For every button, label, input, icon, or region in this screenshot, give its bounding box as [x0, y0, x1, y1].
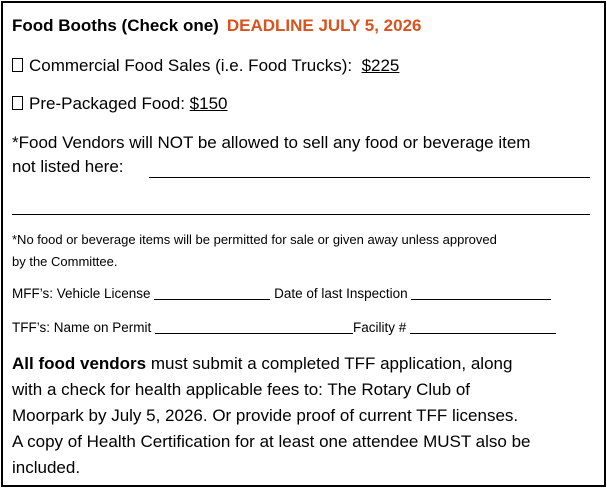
permit-name-field[interactable]: [155, 320, 353, 334]
option-price: $225: [361, 56, 400, 75]
instructions-line-4: A copy of Health Certification for at least one attendee MUST also be: [12, 432, 531, 451]
facility-number-field[interactable]: [410, 320, 556, 334]
heading-title: Food Booths (Check one): [12, 16, 219, 35]
committee-note-line-1: *No food or beverage items will be permitted for sale or given away unless approved: [12, 232, 497, 247]
food-items-field[interactable]: [149, 177, 590, 178]
food-items-field-continued[interactable]: [12, 214, 590, 215]
tff-row: [12, 320, 556, 335]
instructions-line-1: [12, 351, 512, 377]
vehicle-license-label: MFF’s: Vehicle License: [12, 286, 151, 301]
instructions-line-2: with a check for health applicable fees to: The Rotary Club of: [12, 380, 470, 399]
permit-name-label: TFF’s: Name on Permit: [12, 320, 152, 335]
option-prepackaged-food[interactable]: [12, 94, 227, 114]
vendor-warning-line-1: *Food Vendors will NOT be allowed to sell any food or beverage item: [12, 133, 531, 152]
inspection-date-label: Date of last Inspection: [274, 286, 408, 301]
option-price: $150: [189, 94, 228, 113]
vendor-warning-line-2: not listed here:: [12, 157, 124, 176]
instructions-line-5: included.: [12, 458, 81, 477]
mff-row: [12, 286, 551, 301]
instructions-line-3: Moorpark by July 5, 2026. Or provide proof of current TFF licenses.: [12, 406, 519, 425]
facility-number-label: Facility #: [353, 320, 407, 335]
empty-checkbox-icon[interactable]: [12, 96, 23, 110]
deadline-text: DEADLINE JULY 5, 2026: [226, 16, 422, 35]
committee-note-line-2: by the Committee.: [12, 254, 118, 269]
empty-checkbox-icon[interactable]: [12, 58, 23, 72]
inspection-date-field[interactable]: [411, 286, 551, 300]
instructions-text: must submit a completed TFF application, along: [146, 354, 513, 373]
instructions-bold: All food vendors: [12, 354, 147, 373]
vehicle-license-field[interactable]: [154, 286, 270, 300]
option-label: Pre-Packaged Food:: [29, 94, 185, 113]
section-heading: [12, 16, 421, 36]
option-commercial-food[interactable]: [12, 56, 399, 76]
option-label: Commercial Food Sales (i.e. Food Trucks):: [29, 56, 353, 75]
food-booth-form: [1, 1, 606, 487]
